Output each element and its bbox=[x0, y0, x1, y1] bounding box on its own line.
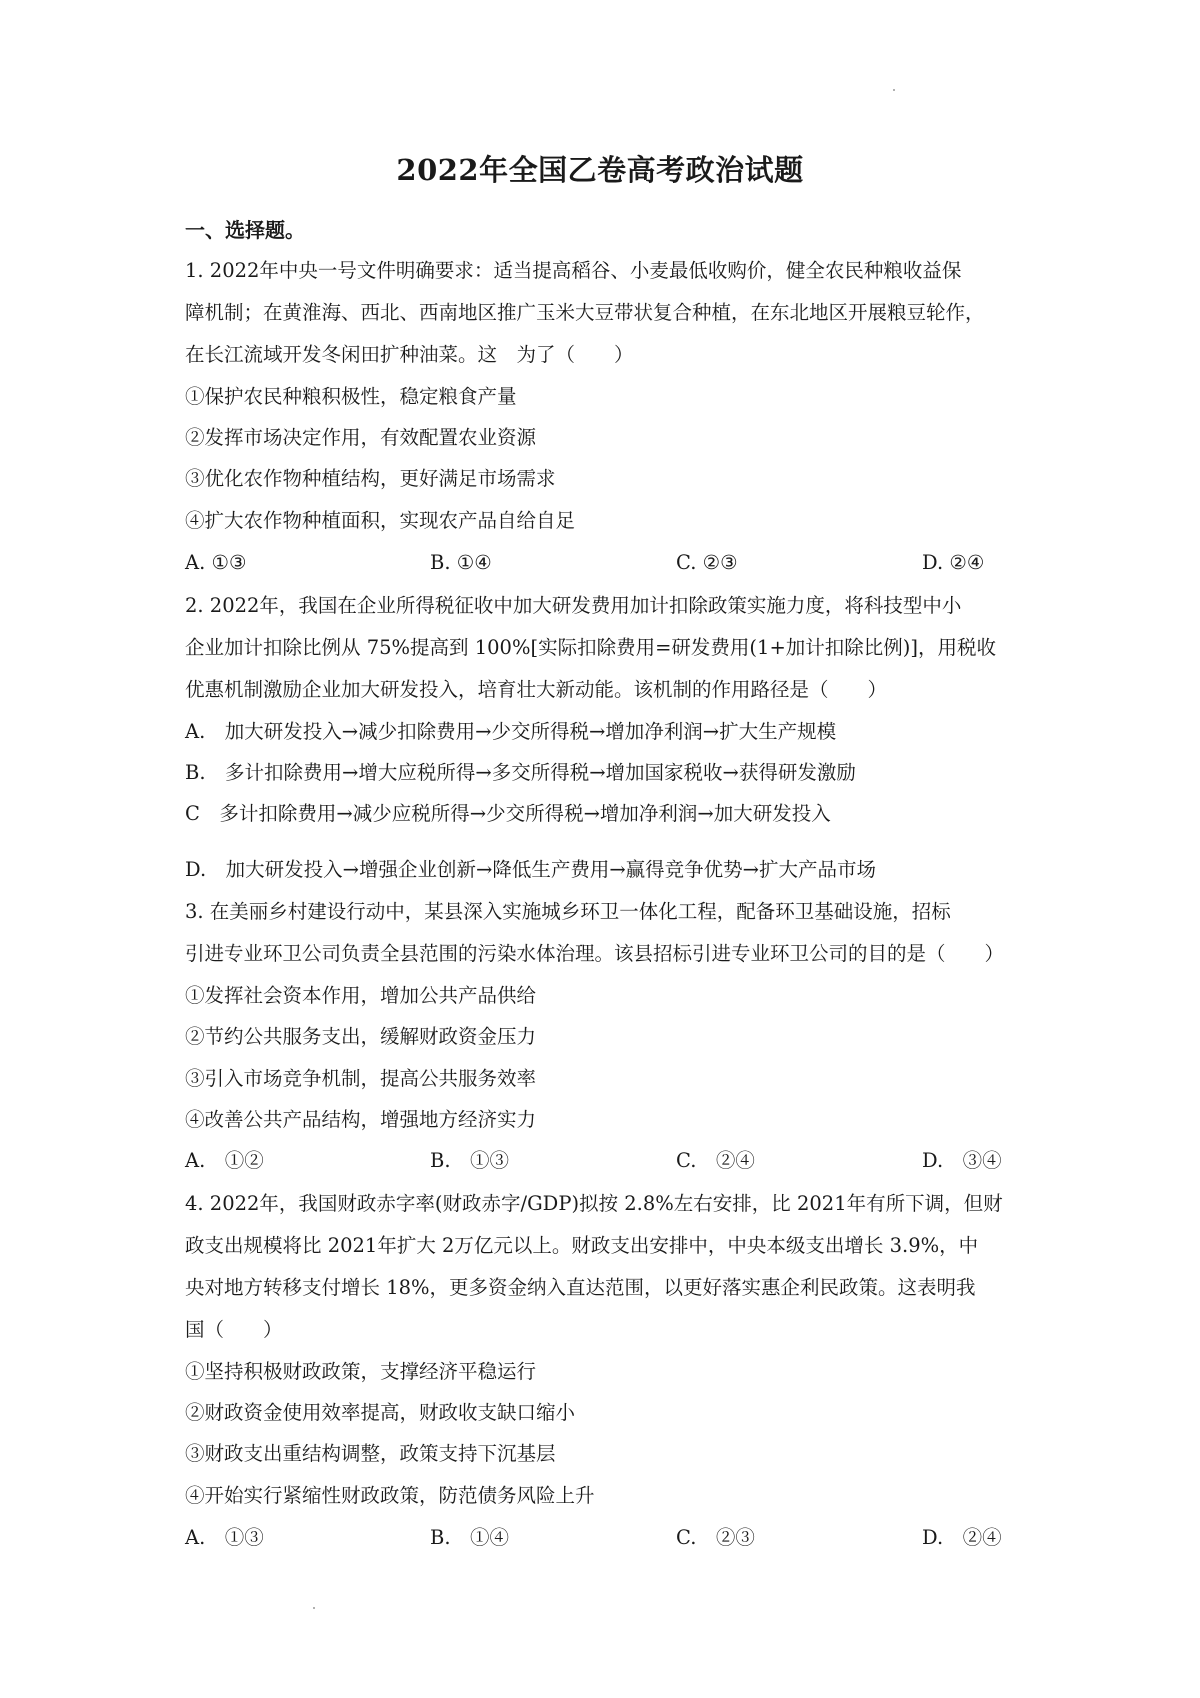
q3-option-b: B. ①③ bbox=[430, 1149, 510, 1172]
q2-stem-line: 企业加计扣除比例从 75%提高到 100%[实际扣除费用=研发费用(1+加计扣除比例)]，用税收 bbox=[185, 636, 997, 659]
q3-item: ③引入市场竞争机制，提高公共服务效率 bbox=[185, 1067, 537, 1090]
q1-option-a: A. ①③ bbox=[185, 551, 247, 574]
q3-item: ①发挥社会资本作用，增加公共产品供给 bbox=[185, 984, 537, 1007]
q2-stem-line: 2. 2022年，我国在企业所得税征收中加大研发费用加计扣除政策实施力度，将科技型中小 bbox=[185, 594, 962, 617]
q4-option-d: D. ②④ bbox=[922, 1526, 1002, 1549]
q1-item: ②发挥市场决定作用，有效配置农业资源 bbox=[185, 426, 537, 449]
q4-item: ①坚持积极财政政策，支撑经济平稳运行 bbox=[185, 1360, 537, 1383]
q1-item: ③优化农作物种植结构，更好满足市场需求 bbox=[185, 467, 556, 490]
q4-stem-line: 国（ ） bbox=[185, 1318, 283, 1341]
section-heading: 一、选择题。 bbox=[185, 218, 305, 242]
q2-stem-line: 优惠机制激励企业加大研发投入，培育壮大新动能。该机制的作用路径是（ ） bbox=[185, 678, 888, 701]
q3-item: ②节约公共服务支出，缓解财政资金压力 bbox=[185, 1025, 537, 1048]
page-title: 2022年全国乙卷高考政治试题 bbox=[396, 153, 804, 187]
q2-option-c: C 多计扣除费用→减少应税所得→少交所得税→增加净利润→加大研发投入 bbox=[185, 802, 831, 825]
q3-option-c: C. ②④ bbox=[676, 1149, 755, 1172]
q2-option-a: A. 加大研发投入→减少扣除费用→少交所得税→增加净利润→扩大生产规模 bbox=[185, 720, 837, 743]
q1-stem-line: 1. 2022年中央一号文件明确要求：适当提高稻谷、小麦最低收购价，健全农民种粮收益保 bbox=[185, 259, 962, 282]
q3-option-a: A. ①② bbox=[185, 1149, 264, 1172]
q4-option-b: B. ①④ bbox=[430, 1526, 510, 1549]
q3-stem-line: 引进专业环卫公司负责全县范围的污染水体治理。该县招标引进专业环卫公司的目的是（ ） bbox=[185, 942, 1005, 965]
q3-stem-line: 3. 在美丽乡村建设行动中，某县深入实施城乡环卫一体化工程，配备环卫基础设施，招标 bbox=[185, 900, 951, 923]
q3-item: ④改善公共产品结构，增强地方经济实力 bbox=[185, 1108, 537, 1131]
q1-stem-line: 在长江流域开发冬闲田扩种油菜。这 为了（ ） bbox=[185, 343, 634, 366]
q2-option-b: B. 多计扣除费用→增大应税所得→多交所得税→增加国家税收→获得研发激励 bbox=[185, 761, 856, 784]
q4-option-c: C. ②③ bbox=[676, 1526, 755, 1549]
q4-item: ③财政支出重结构调整，政策支持下沉基层 bbox=[185, 1442, 556, 1465]
scan-speck bbox=[893, 89, 895, 91]
q1-option-d: D. ②④ bbox=[922, 551, 985, 574]
q4-option-a: A. ①③ bbox=[185, 1526, 264, 1549]
q3-option-d: D. ③④ bbox=[922, 1149, 1002, 1172]
q4-stem-line: 政支出规模将比 2021年扩大 2万亿元以上。财政支出安排中，中央本级支出增长 3.9%，中 bbox=[185, 1234, 979, 1257]
q1-option-b: B. ①④ bbox=[430, 551, 492, 574]
q4-item: ②财政资金使用效率提高，财政收支缺口缩小 bbox=[185, 1401, 576, 1424]
q1-item: ④扩大农作物种植面积，实现农产品自给自足 bbox=[185, 509, 576, 532]
q1-option-c: C. ②③ bbox=[676, 551, 738, 574]
q4-stem-line: 4. 2022年，我国财政赤字率(财政赤字/GDP)拟按 2.8%左右安排，比 2021年有所下调，但财 bbox=[185, 1192, 1003, 1215]
q2-option-d: D. 加大研发投入→增强企业创新→降低生产费用→赢得竞争优势→扩大产品市场 bbox=[185, 858, 876, 881]
q1-stem-line: 障机制；在黄淮海、西北、西南地区推广玉米大豆带状复合种植，在东北地区开展粮豆轮作， bbox=[185, 301, 985, 324]
q4-stem-line: 央对地方转移支付增长 18%，更多资金纳入直达范围，以更好落实惠企利民政策。这表明我 bbox=[185, 1276, 976, 1299]
scan-speck bbox=[313, 1607, 315, 1609]
q4-item: ④开始实行紧缩性财政政策，防范债务风险上升 bbox=[185, 1484, 595, 1507]
q1-item: ①保护农民种粮积极性，稳定粮食产量 bbox=[185, 385, 517, 408]
